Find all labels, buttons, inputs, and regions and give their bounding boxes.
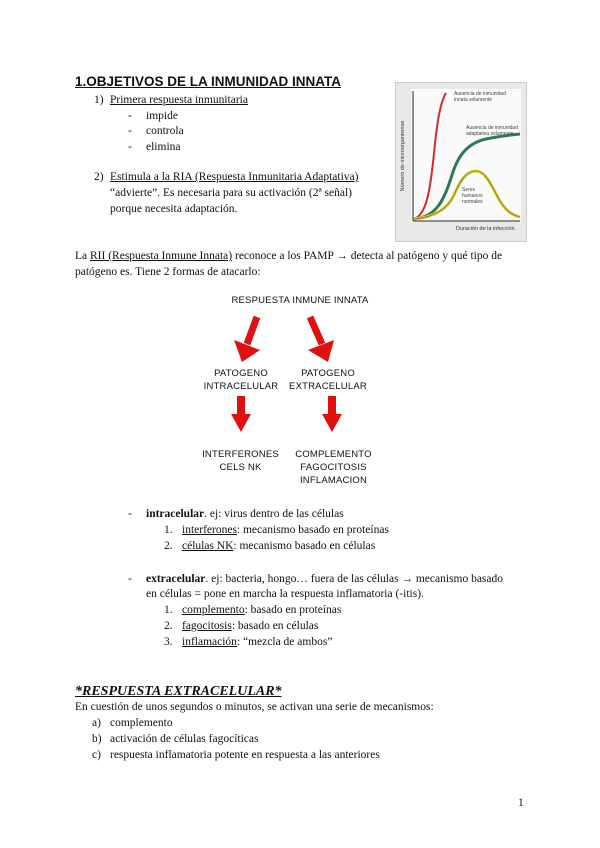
infection-graph bbox=[395, 82, 527, 242]
graph-y-label-wrap bbox=[397, 103, 409, 215]
intracelular-line: intracelular. ej: virus dentro de las células bbox=[146, 508, 344, 520]
list-number: 2. bbox=[164, 620, 173, 632]
intracelular-term: intracelular bbox=[146, 508, 205, 520]
bullet-dash: - bbox=[128, 508, 132, 520]
page-title: 1.OBJETIVOS DE LA INMUNIDAD INNATA bbox=[75, 74, 342, 89]
section-title: *RESPUESTA EXTRACELULAR* bbox=[75, 684, 282, 699]
list-number: c) bbox=[92, 749, 101, 761]
list-item: impide bbox=[146, 110, 178, 122]
intro-line-2: patógeno es. Tiene 2 formas de atacarlo: bbox=[75, 266, 261, 278]
list-item: respuesta inflamatoria potente en respuesta a las anteriores bbox=[110, 749, 380, 761]
bullet-dash: - bbox=[128, 125, 132, 137]
list-item: inflamación: “mezcla de ambos” bbox=[182, 636, 333, 648]
section-intro: En cuestión de unos segundos o minutos, se activan una serie de mecanismos: bbox=[75, 701, 434, 713]
list-item: fagocitosis: basado en células bbox=[182, 620, 319, 632]
rii-term: RII (Respuesta Inmune Innata) bbox=[90, 250, 233, 262]
extracelular-line: extracelular. ej: bacteria, hongo… fuera de las células → mecanismo basado bbox=[146, 573, 504, 585]
diagram-complemento: COMPLEMENTO FAGOCITOSIS INFLAMACION bbox=[295, 449, 372, 486]
arrow-to-extracelular bbox=[308, 317, 334, 362]
graph-label-yellow: Seres humanos normales bbox=[462, 187, 483, 205]
page-number: 1 bbox=[518, 797, 524, 809]
graph-x-label: Duración de la infección bbox=[456, 226, 515, 232]
list-item: interferones: mecanismo basado en proteínas bbox=[182, 524, 389, 536]
list-number: 1) bbox=[94, 94, 104, 106]
intro-line-1: La RII (Respuesta Inmune Innata) reconoce a los PAMP → detecta al patógeno y qué tipo de bbox=[75, 250, 503, 262]
list-item: controla bbox=[146, 125, 184, 137]
diagram-top-label: RESPUESTA INMUNE INNATA bbox=[231, 295, 369, 306]
objective-2-label: Estimula a la RIA (Respuesta Inmunitaria Adaptativa) bbox=[110, 171, 359, 183]
diagram-intracelular: PATOGENO INTRACELULAR bbox=[203, 368, 279, 392]
list-number: 3. bbox=[164, 636, 173, 648]
extracelular-term: extracelular bbox=[146, 573, 206, 585]
graph-label-green: Ausencia de inmunidad adaptativa solamente bbox=[466, 125, 518, 137]
arrow-to-interferones bbox=[231, 396, 251, 432]
list-item: complemento: basado en proteínas bbox=[182, 604, 342, 616]
arrow-to-intracelular bbox=[234, 317, 260, 362]
objective-2-line3: porque necesita adaptación. bbox=[110, 203, 238, 215]
list-item: activación de células fagocíticas bbox=[110, 733, 259, 745]
list-item: elimina bbox=[146, 141, 181, 153]
list-number: 1. bbox=[164, 524, 173, 536]
list-number: b) bbox=[92, 733, 102, 745]
extracelular-line-2: en células = pone en marcha la respuesta inflamatoria (-itis). bbox=[146, 588, 424, 600]
objective-1-label: Primera respuesta inmunitaria bbox=[110, 94, 248, 106]
diagram-extracelular: PATOGENO EXTRACELULAR bbox=[289, 368, 367, 392]
bullet-dash: - bbox=[128, 141, 132, 153]
list-number: 2) bbox=[94, 171, 104, 183]
list-item: complemento bbox=[110, 717, 173, 729]
bullet-dash: - bbox=[128, 573, 132, 585]
diagram-interferones: INTERFERONES CELS NK bbox=[202, 449, 279, 473]
graph-label-red: Ausencia de inmunidad innata solamente bbox=[454, 91, 506, 103]
list-item: células NK: mecanismo basado en células bbox=[182, 540, 376, 552]
bullet-dash: - bbox=[128, 110, 132, 122]
list-number: 1. bbox=[164, 604, 173, 616]
list-number: a) bbox=[92, 717, 101, 729]
list-number: 2. bbox=[164, 540, 173, 552]
arrow-to-complemento bbox=[322, 396, 342, 432]
graph-y-label: Número de microorganismos bbox=[400, 120, 406, 192]
objective-2-line2: “advierte”. Es necesaria para su activación (2ª señal) bbox=[110, 187, 352, 199]
